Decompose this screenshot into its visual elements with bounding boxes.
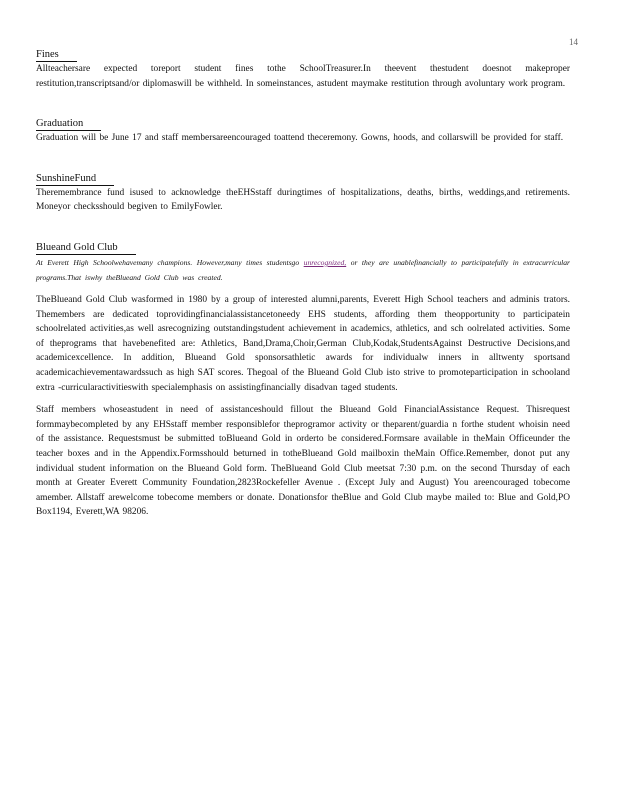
intro-text-before-link: At Everett High Schoolwehavemany champions. However,many times studentsgo [36, 257, 300, 267]
graduation-body: Graduation will be June 17 and staff membersareencouraged toattend theceremony. Gowns, hoods, and collarswill be provided for staff. [36, 133, 564, 144]
fines-section [36, 36, 570, 91]
blue-gold-club-paragraph-2: Staff members whoseastudent in need of assistanceshould fillout the Blueand Gold FinancialAssistance Request. Thisrequest formmaybecompleted by any EHSstaff member responsiblefor theprogramor activity or theparent/guardia n forthe student whoisin need of the assistance. Requestsmust be submitted toBlueand Gold in orderto be considered.Formsare available in theMain Officeunder the teacher boxes and in the Appendix.Formsshould beturned in totheBlueand Gold mailboxin theMain Office.Remember, donot put any individual student information on the Blueand Gold form. TheBlueand Gold Club meetsat 7:30 p.m. on the second Thursday of each month at Greater Everett Community Foundation,2823Rockefeller Avenue . (Except July and August) You areencouraged tobecome amember. Allstaff arewelcome tobecome members or donate. Donationsfor theBlue and Gold Club maybe mailed to: Blue and Gold,PO Box1194, Everett,WA 98206. [36, 405, 570, 518]
graduation-heading: Graduation [36, 117, 101, 131]
blue-gold-club-section [36, 227, 570, 520]
blue-gold-club-paragraph-1: TheBlueand Gold Club wasformed in 1980 by a group of interested alumni,parents, Everett High School teachers and adminis trators. Themembers are dedicated toprovidingfinancialassistancetoneedy EHS students, affording them theopportunity to participatein schoolrelated activities,as well asrecognizing outstandingstudent achievement in academics, athletics, and sch oolrelated activities. Some of theprograms that havebenefited are: Athletics, Band,Drama,Choir,German Club,Kodak,StudentsAgainst Destructive Decisions,and academicexcellence. In addition, Blueand Gold sponsorsathletic awards for individualw inners in alltwenty sportsand academicachievementawardssuch as high SAT scores. Thegoal of the Blueand Gold Club isto strive to promoteparticipation in schooland extra -curricularactivitieswith specialemphasis on assistingfinancially disadvan taged students. [36, 294, 570, 393]
intro-text-after-link: or they are unablefinancially to participatefully in extracurricular programs.That iswhy theBlueand Gold Club was created. [36, 257, 570, 282]
blue-gold-club-intro [36, 255, 570, 285]
sunshine-fund-body: Theremembrance fund isused to acknowledge theEHSstaff duringtimes of hospitalizations, deaths, births, weddings,and retirements. Moneyor checksshould begiven to EmilyFowler. [36, 187, 570, 213]
unrecognized-link[interactable]: unrecognized, [303, 257, 347, 267]
graduation-section [36, 103, 570, 146]
sunshine-fund-section [36, 158, 570, 215]
fines-body: Allteachersare expected toreport student fines tothe SchoolTreasurer.In theevent thestudent doesnot makeproper restitution,transcriptsand/or diplomaswill be withheld. In someinstances, astudent maymake restitution through avoluntary work program. [36, 64, 570, 89]
sunshine-fund-heading: SunshineFund [36, 172, 114, 186]
fines-heading: Fines [36, 48, 77, 62]
page-number: 14 [569, 37, 578, 47]
blue-gold-club-heading: Blueand Gold Club [36, 241, 136, 255]
paragraph-gap [36, 285, 570, 293]
paragraph-gap [36, 395, 570, 403]
